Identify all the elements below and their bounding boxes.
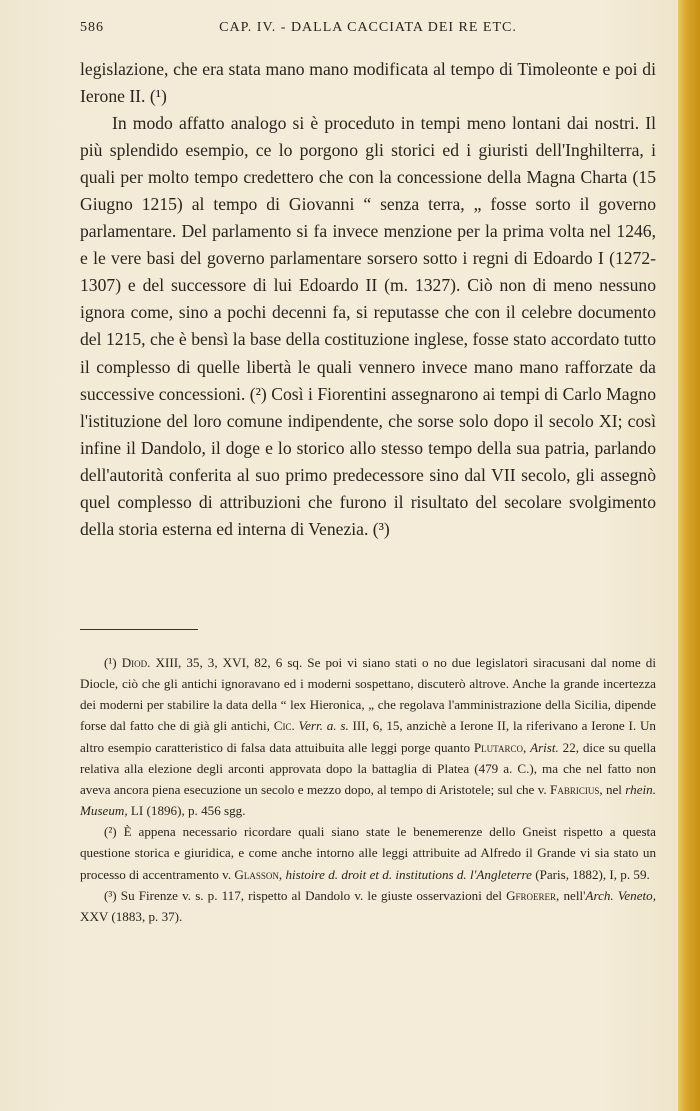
footnote-2-text: È appena necessario ricordare quali siano state le benemerenze dello Gneist rispetto a questa questione storica e giuridica, e come anche intorno alle leggi attribuite ad Alfredo il Grande vi sia stato un processo di accentramento v. [80,824,656,882]
work-aristides: Arist. [530,739,559,755]
running-head: CAP. IV. - DALLA CACCIATA DEI RE ETC. [219,20,517,35]
paragraph-1-text: legislazione, che era stata mano mano modificata al tempo di Timoleonte e poi di Ierone II. [80,59,656,107]
author-fabricius: Fabricius, [550,781,603,797]
footnote-divider [80,629,198,630]
footnote-1-text-5: LI (1896), p. 456 sgg. [130,803,246,819]
author-plutarch: Plutarco, [473,739,527,755]
author-diodorus: Diod. [121,655,151,670]
footnote-3-text: Su Firenze v. s. p. 117, rispetto al Dandolo v. le giuste osservazioni del [120,887,502,903]
paragraph-2 [80,110,656,543]
footnote-ref-1: (¹) [149,86,167,107]
work-rhein-museum: rhein. Museum, [80,781,656,819]
footnote-2-text-2: (Paris, 1882), I, p. 59. [535,866,650,882]
footnote-3-text-2: nell' [563,887,586,903]
main-text [80,56,656,543]
page-edge [678,0,700,1111]
work-arch-veneto: Arch. Veneto, [585,887,657,903]
paragraph-2-text-b: Così i Fiorentini assegnarono ai tempi di Carlo Magno l'istituzione del loro comune indipendente, che sorse solo dopo il secolo XI; così infine il Dandolo, il doge e lo storico allo stesso tempo della sua patria, parlando dell'autorità conferita al suo primo predecessore sino dal VII secolo, gli assegnò quel complesso di attribuzioni che furono il risultato del secolare svolgimento della storia esterna ed interna di Venezia. [80,383,657,539]
footnote-3-text-3: XXV (1883, p. 37). [80,908,183,924]
footnote-3-mark: (³) [104,887,117,903]
footnotes [80,652,656,927]
page-header [80,20,656,44]
footnote-2 [80,821,656,884]
footnote-ref-3: (³) [372,518,390,539]
footnote-1-text-3: 22, dice su quella relativa alla elezione degli arconti approvata dopo la battaglia di Platea (479 a. C.), ma che nel fatto non aveva ancora piena esecuzione un secolo e mezzo dopo, al tempo di Aristotele; sul che v. [80,739,656,797]
author-gfroerer: Gfroerer, [506,887,560,903]
work-verrines: Verr. a. s. [298,718,349,734]
footnote-1 [80,652,656,821]
footnote-2-mark: (²) [104,824,117,840]
footnote-1-text: XIII, 35, 3, XVI, 82, 6 sq. Se poi vi siano stati o no due legislatori siracusani dal nome di Diocle, ciò che gli antichi ignoravano ed i moderni sospettano, discuterò altrove. Anche la grande incertezza dei moderni per stabilire la data della “ lex Hieronica, „ che regolava l'amministrazione della Sicilia, dipende forse dal fatto che di già gli antichi, [80,655,656,734]
paragraph-1 [80,56,656,110]
footnote-1-text-4: nel [605,781,622,797]
author-cicero: Cic. [273,718,295,734]
footnote-ref-2: (²) [249,383,267,404]
footnote-1-text-2: III, 6, 15, anzichè a Ierone II, la riferivano a Ierone I. Un altro esempio caratteristico di falsa data attuibuita alle leggi porge quanto [80,718,656,755]
page-number: 586 [80,20,104,35]
work-histoire: histoire d. droit et d. institutions d. l'Angleterre [285,866,532,882]
footnote-1-mark: (¹) [104,655,117,670]
paragraph-2-text-a: In modo affatto analogo si è proceduto in tempi meno lontani dai nostri. Il più splendido esempio, ce lo porgono gli storici ed i giuristi dell'Inghilterra, i quali per molto tempo credettero che con la concessione della Magna Charta (15 Giugno 1215) al tempo di Giovanni “ senza terra, „ fosse sorto il governo parlamentare. Del parlamento si fa invece menzione per la prima volta nel 1246, e le vere basi del governo parlamentare sorsero sotto i regni di Edoardo I (1272-1307) e del successore di lui Edoardo II (m. 1327). Ciò non di meno nessuno ignora come, sino a pochi decenni fa, si reputasse che con il celebre documento del 1215, che è bensì la base della costituzione inglese, fosse stato accordato tutto il complesso di quelle libertà le quali vennero invece mano mano rafforzate da successive concessioni. [80,113,656,404]
author-glasson: Glasson, [234,866,283,882]
footnote-3 [80,885,656,927]
